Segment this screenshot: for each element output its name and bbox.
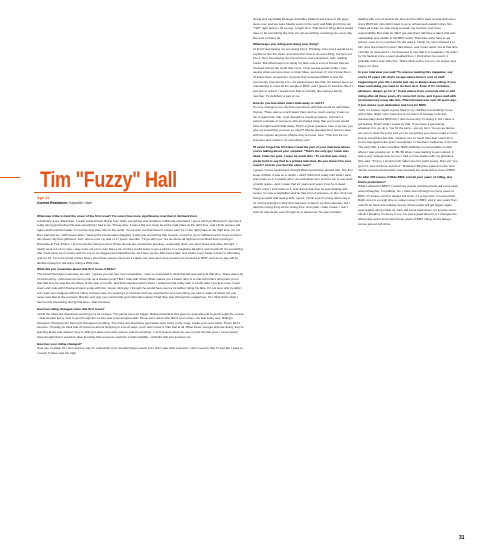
interview-answer: What's ahead for BMX? I would say people anodized parts will come back around [laughs]. I'm kidding. No, I have been through so many years of BMX, it's insane. And it's always full circle, it's a big circle, it comes back. Right now it's a rough time to make money in BMX, and in two years from now it'll be back and making money. Movie parks will get bigger again, seat heights will go back up, bars will come back down, it's just the same old sh-t [laughs]. It's funny to me. It's just a great about it is it changes the riding style and is document those years of BMX riding. And it always comes around full circle. [358, 184, 458, 226]
interview-answer: It definitely does. Back then, I really worked hard. Being from Utah, everything was Southern California-orientated. I got a call from Brad and I just had a really strong gut feeling this was something I had to do. Timing wise, it was a big vert-ramp air at the right place at the right time, and I think anyone will agree that's half the battle. I'm not the best bike rider in the world, I know that, but that doesn't mean I can't be in the right place at the right time. It's not like I planned on—200 issues later—having this conversation [laughs]. It was just something that I loved—I loved to go to California and I loved to ride in the shows. My then girlfriend, Terri, who is now my wife of 17 years, was like, "I'll go with you." So we drove all night and met Brad that morning in Riverside at Twin Palms. I just remember being so tired. Photo shoots are sometimes grueling—especially when you don't sleep and drive all night. I totally went out of my way—way more out of my way than a lot of riders would today to get a picture in a magazine [laughs], and it paid off. It's something that I hold close to my heart, and it's one of my biggest accomplishments. And here we are 200 issues later and what's even better is that I'm still riding and I'm 41. I'm more proud of that. Every time those issues come out it makes me more and more proud to be involved in BMX, and at my age still be flexible enough to still enjoy riding a BMX bike. [37, 218, 243, 265]
age-value: 41 [45, 196, 50, 200]
interview-answer: How can I explain it? I don't want to say I'm retired like a pro football player would, but I don't take risks anymore. I don't need to. But if I feel like I want to, I would. If there was the right [37, 346, 244, 355]
interview-question: What did you remember about that first issue of Ride? [37, 267, 116, 272]
interview-answer: The Chad Herrington interview, for sure. I guess you can say I am competitive. I was so interested in what that kid was doing at that time. There was a lot of controversy—McCoad can do is jump up a chester jump? But I rode with Chad. What makes you a better rider is to ride with riders who push you in that that time he was like the flavor of the year or month, and that interview wasn't there. I analyzed that really well. A month after I got that cover I went down and rode with Chad and spent a day with him. Great, kind guy. I thought he would have went a lot farther riding his bike. I'm not sure why he didn't, but I was very intrigued with his riding. Contest wise, he would go to contests and you expected to see everything you saw in video of Chad, but you never saw that at the contests. But the only way you could really get information about Chad then was through the magazines. So I think that's what I found most interesting during that time—that interview. [37, 272, 244, 304]
interview-question: What was it like to land the cover of the first issue? I'm sure it has more significance now than it did back then. [37, 214, 198, 218]
right-column [358, 17, 458, 228]
interview-question: In your interview you said "To anyone reading this magazine, say you're 15 years old, that's an age where there's a lot of stuff happening in your life, I would just say to always keep riding. If you have something you want to do then do it. Even if it's not bikes, whatever, always go for it." Great advice from someone who is still riding after all these years. It's come full circle, and it goes well with an anniversary issue like this. That interview was over 20 years ago, it just shows your dedication and love for BMX. [358, 70, 457, 107]
residence-label: Current Residence: [37, 201, 69, 205]
interview-question: How has your riding changed? [37, 341, 82, 346]
interview-answer: timing and say [Matt] Beringer and Miley [Aitken] and some of the guys were over, and we were having a jam in the yard, and Matt just threw out "720!" right before I hit a jump, I might do it. That kind of thing. But it would have to be something like that. It's not something I would go do every day like a lot of riders do. [253, 17, 353, 40]
title-rule [34, 192, 241, 193]
interview-question: How has riding changed since that first issue? [37, 306, 105, 311]
page-number: 31 [459, 535, 465, 541]
interview-answer: It's very strange to me. My first experience with that would be with Dave Clymer. There was so much talent there and so much energy. It was so fun to watch him ride, I just thought he would go places. Clymer's a perfect example of someone who just faded away that you never would have thought would fade away. That's a great question. Like, how can you give up something you love so much? Maybe [people] don't want to deal with the injuries anymore. Maybe they're bored. Like, "This isn't for me anymore and I want to try something new." [253, 105, 353, 142]
residence-line [37, 201, 92, 206]
interview-answer: Yeah, it's insane. Again it goes back to my childhood and falling in love with a bike. Right now I have five to six hours of footage to do this documentary about BMX dirt. I don't know why I'm doing it, but I have a gut feeling. That's what I meant by that. If you have a gut feeling, whatever it is, go do it. You hit the jump—you go for it. You go as fast as you can to clear the jump and you do everything you can to make it. And I look at everything like that. I believe it in so much then that I went for it. And it was against the grain, completely. In Southern California, in the late 70s early 80s, it was incredible. BMX definitely not acceptable in Utah where I was growing up. In '85-'86 when I was starting to get noticed, it was a very strange time for me. I had a conversation with my grandma. She said, "Timmy, I would much rather see the world young, than old. You go for it. Get out there and do it." Robinson Bicycles signed me the next month, and low and behold I was traveling the world with a crew of BMX. [358, 107, 458, 173]
interview-title: Tim "Fuzzy" Hall [40, 167, 177, 192]
interview-question: So after 200 issues of Ride BMX, and all your years of riding, any future predictions? [358, 175, 453, 184]
age-label: Age: [37, 196, 45, 200]
interview-answer: I guess I never would have thought Brad would have printed that. The first issue of Ride, it was so in depth. I didn't think he'd really print what I said, and it was so a T exactly who I am and what I am. And for me to use such a harsh quote—and I mean that for years and years, how he is dead. That's crazy I look back on it, and during that time he was dealing with issues, he was a stepfather and he had a lot of pressure on him. And now being an adult and seeing kids, I get it. I think a lot of young riders say a lot of wrong things in their first interview. It wasn't my first interview, but I said the wrong thing at the wrong time. And yeah, I take it back. I don't wish he was dead, even though he is dead now. He was probably [253, 167, 353, 214]
interview-answer: At first it was having my son being into it. Thinking, how cool it would be to explain to him the tricks, and show him how to do everything, but he's not into it. He's into playing the French horn, and computers, and, reading books. But what keeps me riding my bike now is a lot of friends that are involved across the world that I love. I love seeing social media, I love seeing what everyone does on their bikes, and even if I don't know them I'll follow them sometimes. And just how networked BMX is and the community, how strong it is—it's always been like that. It's always been so entertaining to meet all the people in BMX, and I guess if I lost that, like if I just quit or retired, I would miss that so horribly, like losing a family member. It's definitely a part of me. [253, 47, 353, 98]
interview-answer: I think the tricks are absolutely terrifying in a lot of ways. The jumps are a lot bigger. Riding Dreamline this year my goal was just to get through the course—that sounds funny. Just to get through the course was a humongous task. There were riders who didn't even enter—it's that scary now. Riding's changed. Obviously the foam pits changed everything. The tricks are absolutely gymnastic style crazy, nutty, huge, break-your-neck tricks. That's all it's become. I'd really do think that it's become almost terrifying in a lot of ways, and I don't know if I like that at all. What these younger kids are doing, they're learning faster and quicker, they're willing to take more risks sooner, and it's amazing. I can't believe what I've seen in just the last year. I never would have thought that it would be alive knowing that someone could do a triple backflip—stuff like that just amazes me. [37, 311, 244, 339]
interview-answer: dealing with a lot of stuff at the time and he didn't want to deal with some crazy BMX kid, who didn't want to go to school and wouldn't obey him. That's all it was, he was trying to teach me a lesson and more responsibility. But what he didn't get was that I did have a talent that was marketable and usable in the BMX world. That was really hard to get across, even to my real dad. He did read it. I think my mom showed it to him. And she knew him and I had issues, and it was weird, but at that time I felt like he deserved it—he deserved to see that in a magazine. He didn't try his hardest to be a good stepdad then. I think when he read it, it probably didn't even faze him. That's what sucks. For me, it's forgive and forget, it's done. [358, 17, 458, 68]
residence-value: Kaysville, Utah [69, 201, 92, 205]
interview-question: I'll never forget the first time I read the part of your interview where you're talking about your stepdad: "That's the only guy I wish was dead. I hate his guts. I hope he reads this." To me that was crazy, pretty bold to say that in a printed interview. Do you know if he ever read it? And do you feel the same now? [253, 144, 352, 168]
interview-question: How do you feel when riders fade away or call it? [253, 100, 325, 105]
interview-question: What keeps you riding and doing your thing? [253, 42, 319, 47]
accent-bar [0, 177, 20, 178]
middle-column [253, 17, 353, 217]
left-column [37, 214, 244, 358]
